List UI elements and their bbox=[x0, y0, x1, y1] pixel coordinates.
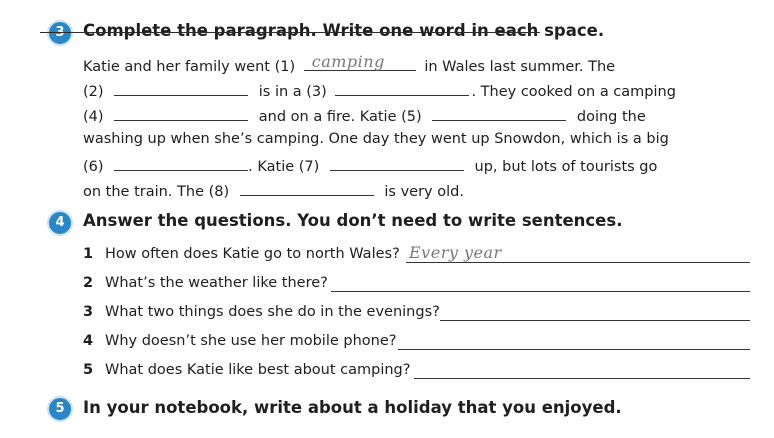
blank-8[interactable] bbox=[240, 181, 374, 196]
question-2 bbox=[83, 275, 328, 291]
answer-line-3[interactable] bbox=[440, 319, 750, 321]
exercise-5-badge: 5 bbox=[47, 396, 73, 422]
paragraph-line-4 bbox=[83, 131, 669, 147]
answer-line-5[interactable] bbox=[414, 377, 750, 379]
exercise-5-title: In your notebook, write about a holiday that you enjoyed. bbox=[83, 398, 622, 417]
question-5 bbox=[83, 362, 410, 378]
question-number: 3 bbox=[83, 304, 94, 320]
text: (4) bbox=[83, 109, 104, 125]
text: is very old. bbox=[384, 184, 464, 200]
paragraph-line-5 bbox=[83, 156, 657, 175]
text: Katie and her family went (1) bbox=[83, 59, 296, 75]
paragraph-line-6 bbox=[83, 181, 464, 200]
question-number: 1 bbox=[83, 246, 94, 262]
handwritten-answer-1: camping bbox=[311, 52, 385, 71]
text: washing up when she’s camping. One day they went up Snowdon, which is a big bbox=[83, 131, 669, 147]
blank-5[interactable] bbox=[432, 106, 566, 121]
question-number: 2 bbox=[83, 275, 94, 291]
blank-2[interactable] bbox=[114, 81, 248, 96]
question-text: What’s the weather like there? bbox=[105, 275, 328, 291]
blank-3[interactable] bbox=[335, 81, 469, 96]
text: (6) bbox=[83, 159, 104, 175]
strikethrough-line bbox=[40, 32, 540, 33]
text: on the train. The (8) bbox=[83, 184, 230, 200]
text: doing the bbox=[576, 109, 646, 125]
question-1 bbox=[83, 246, 400, 262]
text: is in a (3) bbox=[258, 84, 327, 100]
question-4 bbox=[83, 333, 396, 349]
handwritten-answer-q1: Every year bbox=[409, 243, 502, 262]
paragraph-line-2 bbox=[83, 81, 676, 100]
text: . They cooked on a camping bbox=[471, 84, 676, 100]
question-number: 4 bbox=[83, 333, 94, 349]
exercise-3-badge: 3 bbox=[47, 20, 73, 46]
paragraph-line-1 bbox=[83, 52, 616, 75]
text: and on a fire. Katie (5) bbox=[258, 109, 422, 125]
blank-1[interactable] bbox=[304, 52, 416, 71]
text: (2) bbox=[83, 84, 104, 100]
question-text: Why doesn’t she use her mobile phone? bbox=[105, 333, 397, 349]
exercise-3-title: Complete the paragraph. Write one word in each space. bbox=[83, 21, 605, 40]
question-text: What does Katie like best about camping? bbox=[105, 362, 411, 378]
question-text: How often does Katie go to north Wales? bbox=[105, 246, 400, 262]
text: up, but lots of tourists go bbox=[474, 159, 658, 175]
question-number: 5 bbox=[83, 362, 94, 378]
question-text: What two things does she do in the evenings? bbox=[105, 304, 440, 320]
exercise-4-title: Answer the questions. You don’t need to write sentences. bbox=[83, 211, 623, 230]
exercise-4-badge: 4 bbox=[47, 210, 73, 236]
paragraph-line-3 bbox=[83, 106, 646, 125]
blank-6[interactable] bbox=[114, 156, 248, 171]
blank-4[interactable] bbox=[114, 106, 248, 121]
text: in Wales last summer. The bbox=[424, 59, 616, 75]
answer-line-4[interactable] bbox=[398, 348, 750, 350]
answer-line-2[interactable] bbox=[331, 290, 750, 292]
text: . Katie (7) bbox=[248, 159, 320, 175]
question-3 bbox=[83, 304, 440, 320]
blank-7[interactable] bbox=[330, 156, 464, 171]
